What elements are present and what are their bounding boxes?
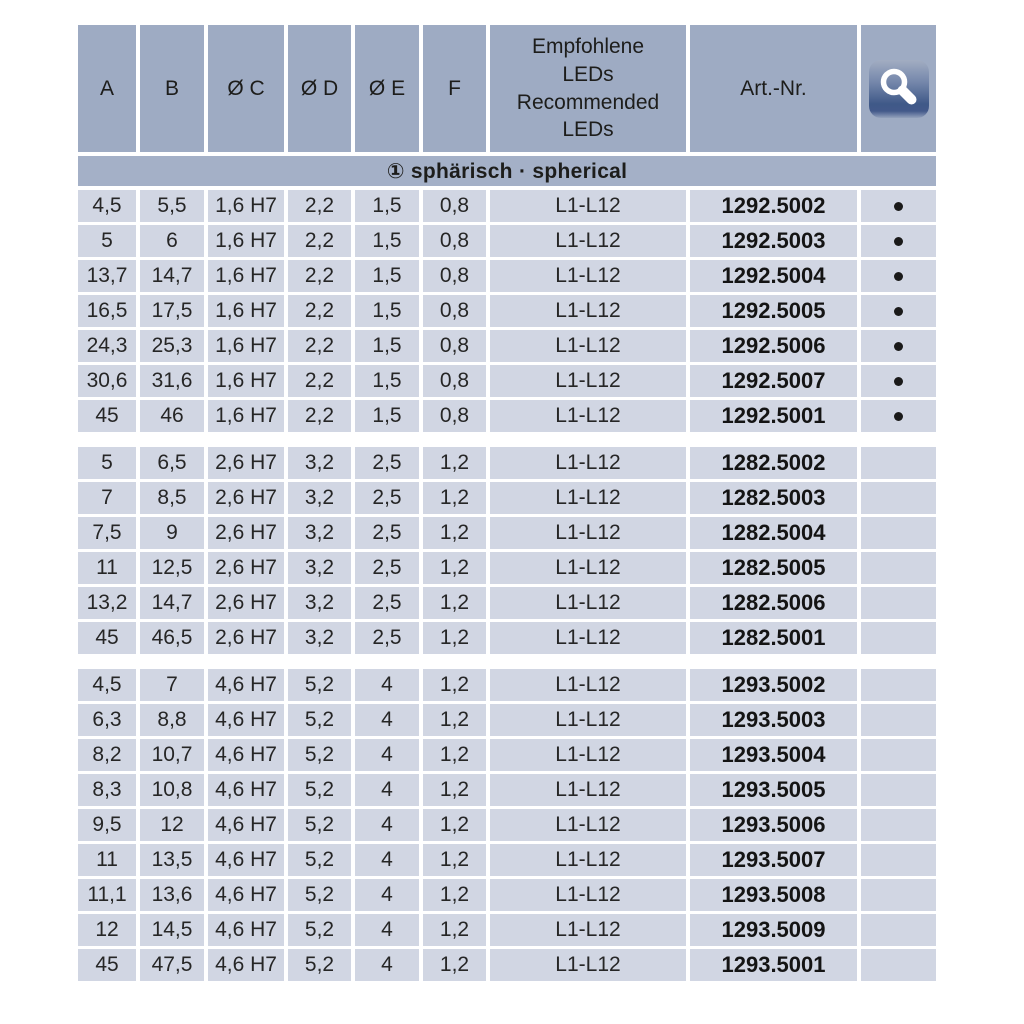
- cell-availability: [861, 622, 936, 654]
- table-row: [78, 949, 936, 981]
- cell-availability: [861, 260, 936, 292]
- cell-leds: L1-L12: [490, 587, 686, 619]
- table-row: [78, 400, 936, 432]
- column-header-diameter-d: Ø D: [288, 25, 351, 152]
- row-group-1293: [78, 669, 936, 981]
- cell-e: 4: [355, 669, 419, 701]
- cell-c: 4,6 H7: [208, 809, 284, 841]
- cell-e: 2,5: [355, 622, 419, 654]
- cell-b: 17,5: [140, 295, 204, 327]
- cell-e: 4: [355, 704, 419, 736]
- cell-a: 30,6: [78, 365, 136, 397]
- table-row: [78, 260, 936, 292]
- cell-d: 3,2: [288, 447, 351, 479]
- cell-artnr: 1292.5002: [690, 190, 857, 222]
- cell-f: 1,2: [423, 704, 486, 736]
- column-header-a: A: [78, 25, 136, 152]
- cell-f: 1,2: [423, 949, 486, 981]
- cell-b: 7: [140, 669, 204, 701]
- cell-artnr: 1293.5004: [690, 739, 857, 771]
- cell-b: 14,7: [140, 587, 204, 619]
- row-group-1292: [78, 190, 936, 432]
- cell-artnr: 1282.5006: [690, 587, 857, 619]
- cell-a: 13,2: [78, 587, 136, 619]
- cell-f: 1,2: [423, 774, 486, 806]
- cell-b: 47,5: [140, 949, 204, 981]
- cell-c: 4,6 H7: [208, 879, 284, 911]
- cell-d: 5,2: [288, 949, 351, 981]
- cell-availability: [861, 704, 936, 736]
- cell-leds: L1-L12: [490, 949, 686, 981]
- table-row: [78, 587, 936, 619]
- cell-d: 3,2: [288, 552, 351, 584]
- cell-e: 2,5: [355, 552, 419, 584]
- cell-f: 1,2: [423, 517, 486, 549]
- row-group-1282: [78, 447, 936, 654]
- table-row: [78, 704, 936, 736]
- cell-f: 1,2: [423, 587, 486, 619]
- cell-artnr: 1292.5006: [690, 330, 857, 362]
- cell-c: 4,6 H7: [208, 774, 284, 806]
- cell-e: 4: [355, 774, 419, 806]
- cell-d: 3,2: [288, 482, 351, 514]
- cell-leds: L1-L12: [490, 669, 686, 701]
- cell-a: 24,3: [78, 330, 136, 362]
- cell-b: 14,7: [140, 260, 204, 292]
- cell-f: 1,2: [423, 879, 486, 911]
- cell-availability: [861, 330, 936, 362]
- column-header-diameter-c: Ø C: [208, 25, 284, 152]
- cell-b: 6: [140, 225, 204, 257]
- column-header-b: B: [140, 25, 204, 152]
- cell-leds: L1-L12: [490, 330, 686, 362]
- column-header-diameter-e: Ø E: [355, 25, 419, 152]
- cell-artnr: 1293.5009: [690, 914, 857, 946]
- cell-e: 4: [355, 739, 419, 771]
- cell-f: 0,8: [423, 400, 486, 432]
- table-row: [78, 330, 936, 362]
- cell-f: 1,2: [423, 482, 486, 514]
- cell-a: 11: [78, 844, 136, 876]
- cell-a: 4,5: [78, 190, 136, 222]
- cell-c: 2,6 H7: [208, 587, 284, 619]
- table-row: [78, 622, 936, 654]
- cell-a: 5: [78, 225, 136, 257]
- cell-availability: [861, 482, 936, 514]
- cell-d: 5,2: [288, 774, 351, 806]
- cell-b: 10,8: [140, 774, 204, 806]
- cell-leds: L1-L12: [490, 739, 686, 771]
- cell-f: 1,2: [423, 622, 486, 654]
- cell-f: 1,2: [423, 669, 486, 701]
- cell-a: 45: [78, 622, 136, 654]
- cell-b: 46,5: [140, 622, 204, 654]
- cell-c: 1,6 H7: [208, 260, 284, 292]
- cell-availability: [861, 190, 936, 222]
- cell-availability: [861, 809, 936, 841]
- cell-artnr: 1293.5008: [690, 879, 857, 911]
- cell-leds: L1-L12: [490, 879, 686, 911]
- table-row: [78, 295, 936, 327]
- cell-c: 2,6 H7: [208, 552, 284, 584]
- cell-e: 1,5: [355, 225, 419, 257]
- cell-c: 2,6 H7: [208, 482, 284, 514]
- section-header: [78, 156, 936, 186]
- cell-artnr: 1292.5004: [690, 260, 857, 292]
- cell-availability: [861, 914, 936, 946]
- cell-e: 2,5: [355, 482, 419, 514]
- cell-availability: [861, 365, 936, 397]
- cell-availability: [861, 552, 936, 584]
- cell-c: 1,6 H7: [208, 365, 284, 397]
- cell-a: 45: [78, 949, 136, 981]
- bullet-dot: [894, 272, 903, 281]
- cell-a: 12: [78, 914, 136, 946]
- cell-a: 9,5: [78, 809, 136, 841]
- cell-b: 8,5: [140, 482, 204, 514]
- cell-d: 2,2: [288, 330, 351, 362]
- cell-artnr: 1282.5005: [690, 552, 857, 584]
- cell-availability: [861, 774, 936, 806]
- table-header-row: [78, 25, 936, 152]
- cell-a: 8,3: [78, 774, 136, 806]
- leds-header-line: LEDs: [562, 62, 614, 86]
- table-row: [78, 190, 936, 222]
- cell-leds: L1-L12: [490, 260, 686, 292]
- cell-leds: L1-L12: [490, 844, 686, 876]
- cell-availability: [861, 949, 936, 981]
- cell-artnr: 1293.5007: [690, 844, 857, 876]
- cell-leds: L1-L12: [490, 809, 686, 841]
- cell-f: 0,8: [423, 225, 486, 257]
- cell-d: 5,2: [288, 914, 351, 946]
- cell-leds: L1-L12: [490, 622, 686, 654]
- cell-d: 3,2: [288, 517, 351, 549]
- table-row: [78, 879, 936, 911]
- table-row: [78, 809, 936, 841]
- cell-c: 4,6 H7: [208, 739, 284, 771]
- cell-leds: L1-L12: [490, 774, 686, 806]
- table-row: [78, 739, 936, 771]
- cell-a: 5: [78, 447, 136, 479]
- cell-leds: L1-L12: [490, 225, 686, 257]
- cell-c: 1,6 H7: [208, 400, 284, 432]
- table-row: [78, 669, 936, 701]
- cell-artnr: 1292.5001: [690, 400, 857, 432]
- cell-f: 1,2: [423, 739, 486, 771]
- cell-a: 11: [78, 552, 136, 584]
- cell-e: 4: [355, 914, 419, 946]
- cell-d: 2,2: [288, 365, 351, 397]
- cell-a: 16,5: [78, 295, 136, 327]
- cell-c: 2,6 H7: [208, 622, 284, 654]
- cell-availability: [861, 739, 936, 771]
- cell-artnr: 1282.5004: [690, 517, 857, 549]
- cell-c: 4,6 H7: [208, 704, 284, 736]
- cell-d: 5,2: [288, 809, 351, 841]
- cell-b: 6,5: [140, 447, 204, 479]
- cell-leds: L1-L12: [490, 482, 686, 514]
- cell-b: 8,8: [140, 704, 204, 736]
- cell-artnr: 1293.5006: [690, 809, 857, 841]
- magnifier-icon: [876, 66, 922, 112]
- leds-header-line: Empfohlene: [531, 34, 645, 58]
- table-row: [78, 517, 936, 549]
- bullet-dot: [894, 342, 903, 351]
- cell-leds: L1-L12: [490, 295, 686, 327]
- column-header-leds: [490, 25, 686, 152]
- cell-d: 2,2: [288, 400, 351, 432]
- leds-header-line: Recommended: [516, 90, 660, 114]
- cell-e: 4: [355, 879, 419, 911]
- leds-header-line: LEDs: [562, 118, 614, 142]
- cell-a: 8,2: [78, 739, 136, 771]
- cell-artnr: 1292.5007: [690, 365, 857, 397]
- table-row: [78, 447, 936, 479]
- cell-e: 1,5: [355, 260, 419, 292]
- cell-availability: [861, 879, 936, 911]
- cell-d: 2,2: [288, 225, 351, 257]
- cell-c: 1,6 H7: [208, 190, 284, 222]
- cell-b: 10,7: [140, 739, 204, 771]
- cell-availability: [861, 844, 936, 876]
- cell-e: 4: [355, 949, 419, 981]
- cell-e: 4: [355, 809, 419, 841]
- cell-d: 2,2: [288, 295, 351, 327]
- bullet-dot: [894, 412, 903, 421]
- cell-a: 7,5: [78, 517, 136, 549]
- cell-b: 9: [140, 517, 204, 549]
- cell-b: 14,5: [140, 914, 204, 946]
- table-row: [78, 914, 936, 946]
- cell-d: 5,2: [288, 844, 351, 876]
- cell-leds: L1-L12: [490, 552, 686, 584]
- cell-b: 13,5: [140, 844, 204, 876]
- cell-a: 7: [78, 482, 136, 514]
- bullet-dot: [894, 202, 903, 211]
- table-row: [78, 365, 936, 397]
- table-row: [78, 482, 936, 514]
- cell-b: 46: [140, 400, 204, 432]
- cell-f: 0,8: [423, 330, 486, 362]
- cell-availability: [861, 587, 936, 619]
- cell-f: 0,8: [423, 295, 486, 327]
- cell-f: 1,2: [423, 447, 486, 479]
- cell-d: 2,2: [288, 260, 351, 292]
- cell-b: 12: [140, 809, 204, 841]
- cell-leds: L1-L12: [490, 447, 686, 479]
- cell-a: 13,7: [78, 260, 136, 292]
- cell-e: 1,5: [355, 400, 419, 432]
- cell-d: 3,2: [288, 622, 351, 654]
- cell-c: 1,6 H7: [208, 295, 284, 327]
- cell-availability: [861, 295, 936, 327]
- cell-artnr: 1293.5005: [690, 774, 857, 806]
- cell-b: 5,5: [140, 190, 204, 222]
- cell-b: 31,6: [140, 365, 204, 397]
- column-header-search: [861, 25, 936, 152]
- cell-c: 2,6 H7: [208, 447, 284, 479]
- cell-a: 6,3: [78, 704, 136, 736]
- cell-a: 4,5: [78, 669, 136, 701]
- cell-f: 1,2: [423, 552, 486, 584]
- table-row: [78, 844, 936, 876]
- cell-artnr: 1282.5001: [690, 622, 857, 654]
- cell-leds: L1-L12: [490, 914, 686, 946]
- cell-b: 25,3: [140, 330, 204, 362]
- cell-f: 0,8: [423, 190, 486, 222]
- table-body: [78, 190, 936, 981]
- cell-artnr: 1282.5002: [690, 447, 857, 479]
- bullet-dot: [894, 237, 903, 246]
- bullet-dot: [894, 307, 903, 316]
- cell-availability: [861, 225, 936, 257]
- cell-d: 5,2: [288, 704, 351, 736]
- led-mounts-table: [78, 25, 936, 984]
- cell-availability: [861, 447, 936, 479]
- cell-e: 2,5: [355, 447, 419, 479]
- cell-e: 1,5: [355, 295, 419, 327]
- cell-d: 5,2: [288, 669, 351, 701]
- cell-b: 12,5: [140, 552, 204, 584]
- cell-c: 4,6 H7: [208, 914, 284, 946]
- cell-d: 5,2: [288, 879, 351, 911]
- cell-leds: L1-L12: [490, 365, 686, 397]
- cell-f: 1,2: [423, 844, 486, 876]
- column-header-artnr: Art.-Nr.: [690, 25, 857, 152]
- cell-e: 1,5: [355, 365, 419, 397]
- cell-availability: [861, 517, 936, 549]
- cell-artnr: 1282.5003: [690, 482, 857, 514]
- cell-e: 1,5: [355, 190, 419, 222]
- cell-c: 4,6 H7: [208, 669, 284, 701]
- cell-artnr: 1293.5003: [690, 704, 857, 736]
- cell-b: 13,6: [140, 879, 204, 911]
- cell-c: 4,6 H7: [208, 844, 284, 876]
- cell-availability: [861, 400, 936, 432]
- cell-d: 3,2: [288, 587, 351, 619]
- cell-f: 0,8: [423, 260, 486, 292]
- cell-c: 1,6 H7: [208, 225, 284, 257]
- cell-f: 1,2: [423, 809, 486, 841]
- cell-a: 11,1: [78, 879, 136, 911]
- cell-leds: L1-L12: [490, 517, 686, 549]
- cell-availability: [861, 669, 936, 701]
- cell-c: 1,6 H7: [208, 330, 284, 362]
- cell-f: 0,8: [423, 365, 486, 397]
- cell-f: 1,2: [423, 914, 486, 946]
- cell-c: 4,6 H7: [208, 949, 284, 981]
- bullet-dot: [894, 377, 903, 386]
- column-header-f: F: [423, 25, 486, 152]
- cell-e: 1,5: [355, 330, 419, 362]
- table-row: [78, 552, 936, 584]
- cell-d: 5,2: [288, 739, 351, 771]
- section-header-label: ① sphärisch · spherical: [386, 159, 628, 183]
- cell-leds: L1-L12: [490, 400, 686, 432]
- cell-d: 2,2: [288, 190, 351, 222]
- cell-e: 2,5: [355, 517, 419, 549]
- cell-artnr: 1292.5005: [690, 295, 857, 327]
- cell-e: 2,5: [355, 587, 419, 619]
- cell-artnr: 1293.5002: [690, 669, 857, 701]
- table-row: [78, 225, 936, 257]
- cell-c: 2,6 H7: [208, 517, 284, 549]
- cell-artnr: 1293.5001: [690, 949, 857, 981]
- cell-a: 45: [78, 400, 136, 432]
- cell-artnr: 1292.5003: [690, 225, 857, 257]
- cell-leds: L1-L12: [490, 190, 686, 222]
- magnifier-button[interactable]: [869, 60, 929, 118]
- cell-leds: L1-L12: [490, 704, 686, 736]
- cell-e: 4: [355, 844, 419, 876]
- table-row: [78, 774, 936, 806]
